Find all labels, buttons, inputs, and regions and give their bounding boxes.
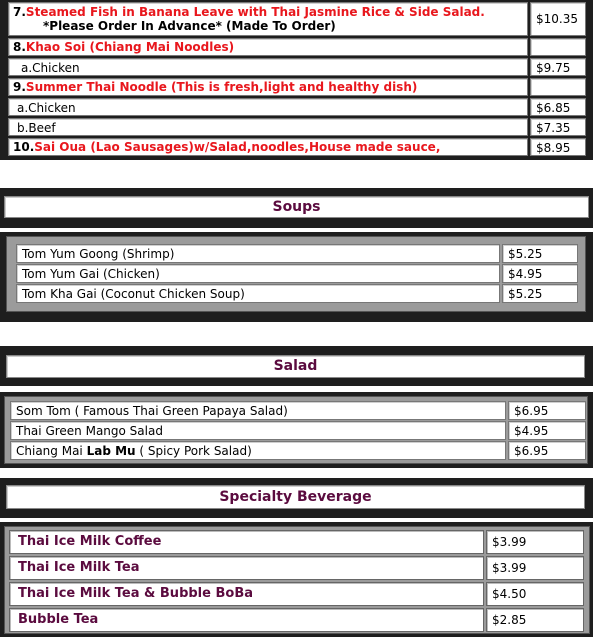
dish-name: Khao Soi (Chiang Mai Noodles) xyxy=(25,40,235,54)
salad-item xyxy=(10,441,506,460)
beverage-item: Thai Ice Milk Tea xyxy=(9,556,484,580)
beverage-section-title: Specialty Beverage xyxy=(6,485,585,509)
dish-note: *Please Order In Advance* (Made To Order) xyxy=(43,19,336,33)
salad-price: $6.95 xyxy=(508,401,586,420)
salad-price: $6.95 xyxy=(508,441,586,460)
dish-name: Summer Thai Noodle (This is fresh,light and healthy dish) xyxy=(25,80,418,94)
soup-item: Tom Kha Gai (Coconut Chicken Soup) xyxy=(16,284,500,303)
beverage-price: $2.85 xyxy=(486,608,584,632)
dish-9-option: a.Chicken xyxy=(8,98,528,116)
dish-number: 7. xyxy=(13,5,26,19)
dish-10-row xyxy=(8,138,528,156)
dish-number: 10. xyxy=(13,140,35,154)
salad-item-bold: Lab Mu xyxy=(86,444,136,458)
dish-8-row xyxy=(8,38,528,56)
dish-number: 9. xyxy=(13,80,26,94)
soup-item: Tom Yum Gai (Chicken) xyxy=(16,264,500,283)
dish-9-option-price: $6.85 xyxy=(530,98,586,116)
beverage-item: Bubble Tea xyxy=(9,608,484,632)
dish-7-row xyxy=(8,2,528,36)
beverage-item: Thai Ice Milk Tea & Bubble BoBa xyxy=(9,582,484,606)
dish-9-option-price: $7.35 xyxy=(530,118,586,136)
dish-number: 8. xyxy=(13,40,26,54)
salad-item-suffix: ( Spicy Pork Salad) xyxy=(135,444,252,458)
salad-item-prefix: Chiang Mai xyxy=(16,444,87,458)
dish-8-option-price: $9.75 xyxy=(530,58,586,76)
soup-price: $5.25 xyxy=(502,244,578,263)
beverage-price: $3.99 xyxy=(486,530,584,554)
beverage-price: $3.99 xyxy=(486,556,584,580)
dish-9-option: b.Beef xyxy=(8,118,528,136)
soups-section-title: Soups xyxy=(4,196,589,218)
dish-8-price-empty xyxy=(530,38,586,56)
dish-name: Sai Oua (Lao Sausages)w/Salad,noodles,House made sauce, xyxy=(34,140,441,154)
beverage-price: $4.50 xyxy=(486,582,584,606)
dish-7-price: $10.35 xyxy=(530,2,586,36)
soup-price: $4.95 xyxy=(502,264,578,283)
salad-section-title: Salad xyxy=(6,355,585,378)
dish-9-price-empty xyxy=(530,78,586,96)
beverage-item: Thai Ice Milk Coffee xyxy=(9,530,484,554)
soup-price: $5.25 xyxy=(502,284,578,303)
soup-item: Tom Yum Goong (Shrimp) xyxy=(16,244,500,263)
dish-8-option: a.Chicken xyxy=(8,58,528,76)
dish-10-price: $8.95 xyxy=(530,138,586,156)
dish-name: Steamed Fish in Banana Leave with Thai Jasmine Rice & Side Salad. xyxy=(25,5,485,19)
salad-item: Thai Green Mango Salad xyxy=(10,421,506,440)
salad-item: Som Tom ( Famous Thai Green Papaya Salad) xyxy=(10,401,506,420)
dish-9-row xyxy=(8,78,528,96)
salad-price: $4.95 xyxy=(508,421,586,440)
